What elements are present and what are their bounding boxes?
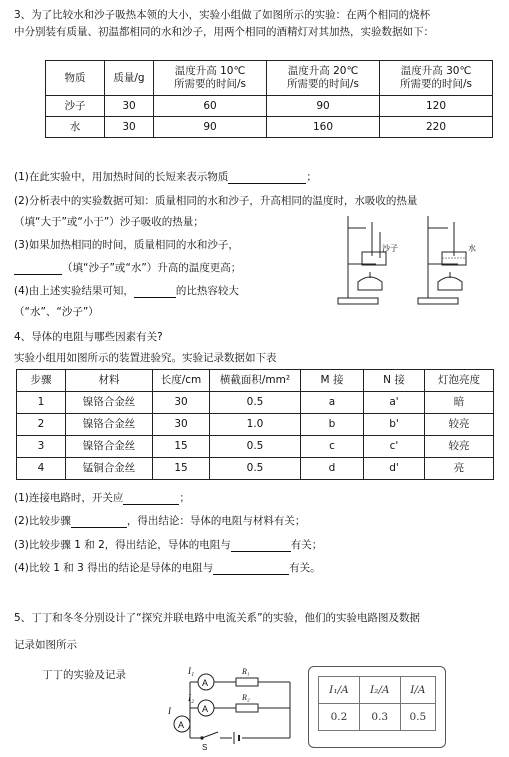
header-cell: 长度/cm — [153, 370, 210, 392]
answer-blank — [134, 286, 176, 298]
q3-part3a: (3)如果加热相同的时间，质量相同的水和沙子， — [14, 239, 239, 251]
svg-text:I₂: I₂ — [188, 693, 195, 703]
header-cell: 步骤 — [17, 370, 66, 392]
heating-apparatus-figure — [332, 212, 494, 310]
table-cell: 30 — [153, 414, 210, 436]
table-cell: 亮 — [425, 458, 494, 480]
svg-text:A: A — [202, 678, 209, 688]
table-header-row — [17, 370, 494, 392]
q5-record-table — [318, 676, 436, 731]
table-cell: b — [301, 414, 364, 436]
header-cell: 质量/g — [105, 61, 154, 96]
alcohol-lamp-icon — [438, 277, 462, 290]
table-cell: 90 — [267, 96, 380, 117]
q4-intro: 实验小组用如图所示的装置进验究。实验记录数据如下表 — [14, 352, 277, 364]
q3-part4a: (4)由上述实验结果可知， 的比热容较大 — [14, 285, 239, 297]
q3-table — [45, 60, 493, 138]
svg-text:R₂: R₂ — [242, 693, 250, 702]
table-cell: d' — [364, 458, 425, 480]
header-cell: I/A — [400, 677, 435, 704]
svg-text:A: A — [202, 704, 209, 714]
q4-part1: (1)连接电路时，开关应 ； — [14, 492, 190, 504]
table-cell: c' — [364, 436, 425, 458]
label-water: 水 — [468, 244, 476, 253]
answer-blank — [14, 263, 62, 275]
table-cell: d — [301, 458, 364, 480]
table-row — [46, 96, 493, 117]
table-cell: 0.5 — [210, 392, 301, 414]
header-cell: 材料 — [66, 370, 153, 392]
table-row — [17, 414, 494, 436]
table-cell: 0.2 — [319, 704, 360, 731]
table-cell: a — [301, 392, 364, 414]
table-cell: 镍铬合金丝 — [66, 414, 153, 436]
table-cell: 3 — [17, 436, 66, 458]
stand-base-icon — [418, 298, 458, 304]
svg-text:R₁: R₁ — [242, 667, 250, 676]
table-row — [17, 392, 494, 414]
q3-intro-line2: 中分别装有质量、初温都相同的水和沙子，用两个相同的酒精灯对其加热，实验数据如下： — [14, 26, 434, 38]
q3-intro-line1: 3、为了比较水和沙子吸热本领的大小，实验小组做了如图所示的实验：在两个相同的烧杯 — [14, 9, 431, 21]
answer-blank — [231, 540, 291, 552]
svg-text:A: A — [178, 720, 185, 730]
q5-intro-line1: 5、丁丁和冬冬分别设计了“探究并联电路中电流关系”的实验，他们的实验电路图及数据 — [14, 612, 421, 624]
answer-blank — [71, 516, 127, 528]
answer-blank — [213, 563, 289, 575]
table-cell: c — [301, 436, 364, 458]
alcohol-lamp-icon — [358, 277, 382, 290]
table-cell: 较亮 — [425, 436, 494, 458]
q4-title: 4、导体的电阻与哪些因素有关? — [14, 331, 163, 343]
q3-part3b: （填“沙子”或“水”）升高的温度更高； — [14, 261, 241, 275]
table-cell: 15 — [153, 436, 210, 458]
table-cell: 0.3 — [359, 704, 400, 731]
resistor-icon — [236, 678, 258, 686]
table-header-row — [319, 677, 436, 704]
q3-part2a: (2)分析表中的实验数据可知：质量相同的水和沙子，升高相同的温度时，水吸收的热量 — [14, 195, 418, 207]
q5-intro-line2: 记录如图所示 — [14, 639, 77, 651]
table-cell: 锰铜合金丝 — [66, 458, 153, 480]
stand-base-icon — [338, 298, 378, 304]
table-cell: 30 — [105, 117, 154, 138]
table-cell: 镍铬合金丝 — [66, 436, 153, 458]
table-cell: 2 — [17, 414, 66, 436]
header-cell: 温度升高 10℃ 所需要的时间/s — [154, 61, 267, 96]
header-cell: N 接 — [364, 370, 425, 392]
table-cell: 1.0 — [210, 414, 301, 436]
table-row — [17, 436, 494, 458]
header-cell: 物质 — [46, 61, 105, 96]
table-cell: 暗 — [425, 392, 494, 414]
q4-part2: (2)比较步骤 ，得出结论：导体的电阻与材料有关； — [14, 515, 306, 527]
battery-icon — [232, 732, 242, 744]
table-cell: 较亮 — [425, 414, 494, 436]
table-row — [46, 117, 493, 138]
table-cell: 15 — [153, 458, 210, 480]
header-cell: I₁/A — [319, 677, 360, 704]
q3-part4b: （“水”、“沙子”） — [14, 306, 99, 318]
label-sand: 沙子 — [382, 244, 398, 253]
q5-subtitle: 丁丁的实验及记录 — [42, 669, 126, 681]
svg-text:I: I — [168, 706, 171, 716]
header-cell: I₂/A — [359, 677, 400, 704]
table-cell: a' — [364, 392, 425, 414]
table-cell: 30 — [105, 96, 154, 117]
answer-blank — [228, 172, 306, 184]
table-cell: 0.5 — [210, 458, 301, 480]
switch-icon — [201, 732, 220, 742]
parallel-circuit-diagram — [166, 658, 296, 750]
header-cell: 温度升高 20℃ 所需要的时间/s — [267, 61, 380, 96]
table-cell: 1 — [17, 392, 66, 414]
q4-table — [16, 369, 494, 480]
svg-text:I₁: I₁ — [188, 666, 195, 676]
svg-text:S: S — [202, 743, 208, 750]
table-cell: 0.5 — [400, 704, 435, 731]
header-cell: 横截面积/mm² — [210, 370, 301, 392]
table-cell: 220 — [380, 117, 493, 138]
table-row — [319, 704, 436, 731]
table-cell: 水 — [46, 117, 105, 138]
header-cell: M 接 — [301, 370, 364, 392]
table-cell: 60 — [154, 96, 267, 117]
table-cell: 0.5 — [210, 436, 301, 458]
table-header-row — [46, 61, 493, 96]
q3-part1: (1)在此实验中，用加热时间的长短来表示物质 ； — [14, 171, 317, 183]
table-cell: 4 — [17, 458, 66, 480]
table-cell: 沙子 — [46, 96, 105, 117]
table-row — [17, 458, 494, 480]
table-cell: 镍铬合金丝 — [66, 392, 153, 414]
table-cell: b' — [364, 414, 425, 436]
table-cell: 160 — [267, 117, 380, 138]
table-cell: 120 — [380, 96, 493, 117]
resistor-icon — [236, 704, 258, 712]
table-cell: 30 — [153, 392, 210, 414]
q4-part3: (3)比较步骤 1 和 2，得出结论，导体的电阻与 有关； — [14, 539, 323, 551]
q3-part2b: （填“大于”或“小于”）沙子吸收的热量； — [14, 216, 204, 228]
header-cell: 温度升高 30℃ 所需要的时间/s — [380, 61, 493, 96]
q4-part4: (4)比较 1 和 3 得出的结论是导体的电阻与 有关。 — [14, 562, 321, 574]
table-cell: 90 — [154, 117, 267, 138]
answer-blank — [123, 493, 179, 505]
header-cell: 灯泡亮度 — [425, 370, 494, 392]
